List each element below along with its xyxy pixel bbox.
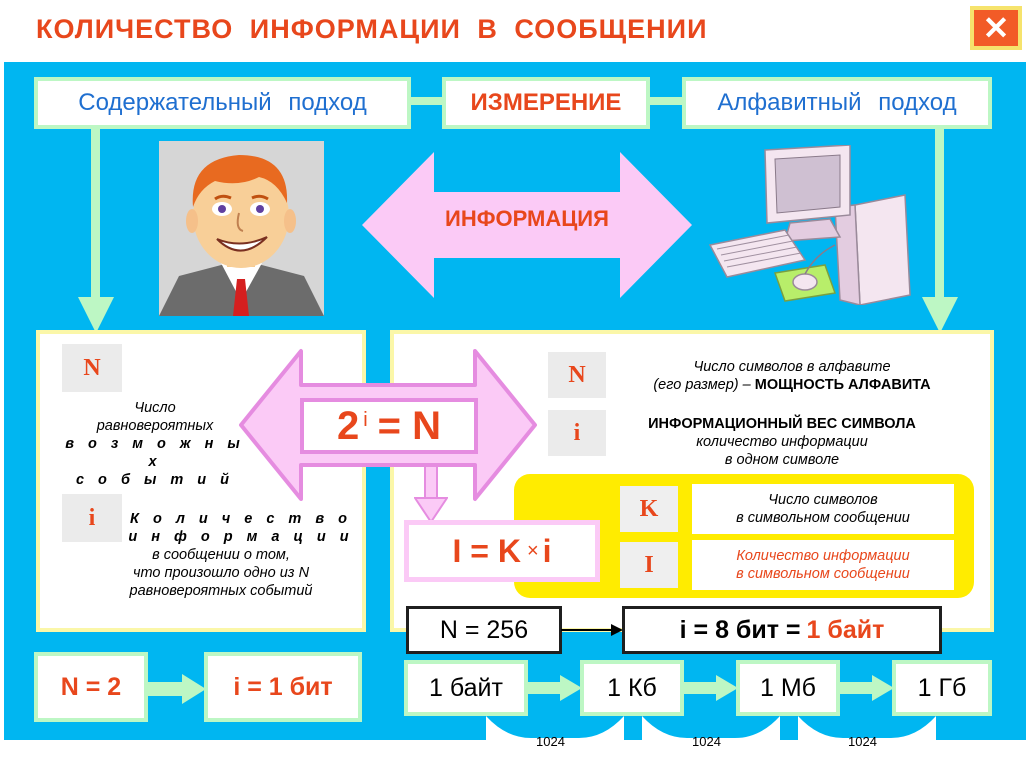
n-256-value: N = 256 [439, 615, 529, 644]
capital-i-desc-line: в символьном сообщении [736, 566, 910, 582]
k-desc-line: в символьном сообщении [736, 510, 910, 526]
n-symbol: N [83, 354, 101, 381]
i-desc-line: в сообщении о том, [152, 547, 290, 563]
example-arrow [561, 622, 623, 638]
content-approach-box [34, 77, 411, 129]
message-formula-box [409, 525, 595, 577]
message-formula-frame [404, 520, 600, 582]
n-symbol-box-right [548, 352, 606, 398]
unit-box-gb [892, 660, 992, 716]
i-symbol-box-right [548, 410, 606, 456]
down-arrow-left [78, 127, 114, 333]
unit-box-byte [404, 660, 528, 716]
information-label: ИНФОРМАЦИЯ [445, 206, 609, 231]
one-byte-value: 1 байт [806, 615, 885, 644]
capital-i-symbol-box [620, 542, 678, 588]
person-illustration [159, 141, 324, 316]
i-symbol: i [88, 504, 96, 531]
n-symbol-box-left [62, 344, 122, 392]
formula-base: 2 [336, 403, 360, 448]
symbol-weight-label: ИНФОРМАЦИОННЫЙ ВЕС СИМВОЛА [648, 416, 916, 432]
n-desc-line: в о з м о ж н ы х [65, 436, 245, 470]
k-desc-line: Число символов [768, 492, 878, 508]
unit-arrow-1 [526, 675, 582, 701]
i-desc-line: что произошло одно из N [132, 565, 310, 581]
n-desc-line: Число символов в алфавите [693, 359, 891, 375]
factor-label: 1024 [692, 734, 721, 749]
close-icon: ✕ [982, 10, 1010, 46]
n-description-left [60, 399, 250, 489]
page-title: КОЛИЧЕСТВО ИНФОРМАЦИИ В СООБЩЕНИИ [36, 14, 708, 44]
one-bit-box [204, 652, 362, 722]
one-bit-value: i = 1 бит [233, 672, 333, 701]
capital-i-description [692, 540, 954, 590]
unit-arrow-2 [682, 675, 738, 701]
unit-label: 1 Гб [917, 673, 967, 702]
n-symbol: N [568, 361, 586, 388]
unit-box-kb [580, 660, 684, 716]
n-desc-line: равновероятных [96, 418, 214, 434]
unit-box-mb [736, 660, 840, 716]
n-desc-line: Число [134, 400, 176, 416]
connector-left [410, 97, 445, 105]
i-description-right [612, 415, 952, 469]
i-desc-line: в одном символе [724, 452, 840, 468]
formula-down-arrow [414, 466, 448, 524]
n-256-box [406, 606, 562, 654]
unit-label: 1 байт [429, 673, 503, 702]
formula2-op: × [526, 539, 539, 562]
n-desc-line: (его размер) – [653, 377, 755, 393]
i-desc-line: К о л и ч е с т в о [130, 511, 352, 527]
factor-label: 1024 [848, 734, 877, 749]
i-description-left [86, 510, 356, 600]
k-symbol-box [620, 486, 678, 532]
formula2-rhs: i [542, 532, 552, 569]
n-desc-line: с о б ы т и й [75, 472, 235, 488]
k-description [692, 484, 954, 534]
k-symbol: K [639, 495, 659, 522]
i-desc-line: равновероятных событий [129, 583, 313, 599]
measurement-box [442, 77, 650, 129]
down-arrow-right [922, 127, 958, 333]
i-8-bit-value: i = 8 бит = [679, 615, 801, 644]
capital-i-symbol: I [644, 551, 654, 578]
connector-right [648, 97, 684, 105]
content-approach-label: Содержательный подход [78, 89, 367, 116]
unit-label: 1 Мб [760, 673, 816, 702]
bit-arrow [148, 674, 206, 704]
formula2-lhs: I = K [452, 532, 521, 569]
capital-i-desc-line: Количество информации [736, 548, 910, 564]
factor-label: 1024 [536, 734, 565, 749]
i-desc-line: количество информации [696, 434, 868, 450]
n-2-value: N = 2 [60, 672, 122, 701]
i-symbol: i [573, 419, 581, 446]
close-button[interactable] [970, 6, 1022, 50]
formula-exponent: i [363, 408, 368, 431]
measurement-label: ИЗМЕРЕНИЕ [470, 89, 622, 116]
i-8-bit-box [622, 606, 942, 654]
n-2-box [34, 652, 148, 722]
unit-label: 1 Кб [607, 673, 657, 702]
formula-box [300, 398, 478, 454]
computer-illustration [705, 145, 915, 305]
n-description-right [612, 358, 972, 394]
person-image [159, 141, 324, 316]
formula-rhs: = N [377, 403, 442, 448]
unit-arrow-3 [838, 675, 894, 701]
alphabet-approach-box [682, 77, 992, 129]
i-desc-line: и н ф о р м а ц и и [128, 529, 354, 545]
alphabet-power-label: МОЩНОСТЬ АЛФАВИТА [754, 377, 931, 393]
alphabet-approach-label: Алфавитный подход [717, 89, 957, 116]
